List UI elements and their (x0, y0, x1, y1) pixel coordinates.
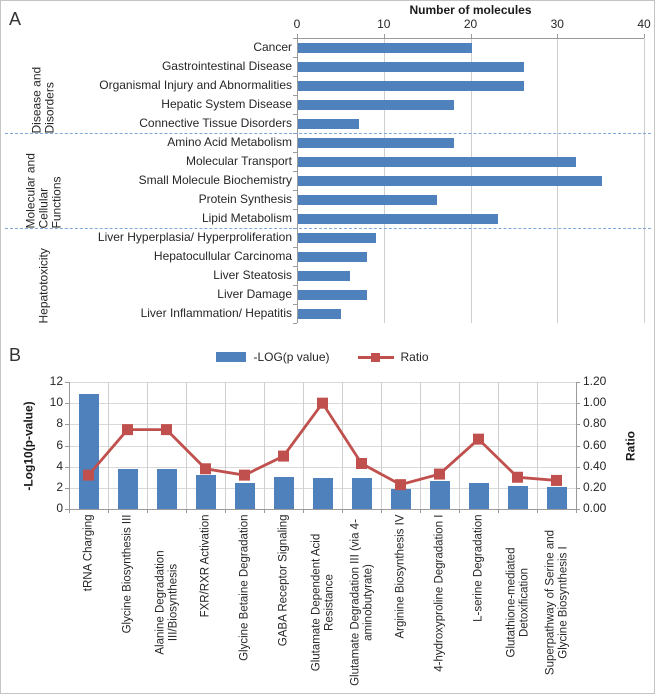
panel-a-chart (1, 1, 655, 341)
x-axis-line (297, 38, 644, 39)
bar (298, 157, 576, 167)
bar (298, 195, 437, 205)
x-category-label-text: Superpathway of Serine and Glycine Biosynthesis I (543, 529, 569, 675)
ratio-line-layer (69, 376, 576, 515)
bar (298, 100, 454, 110)
ratio-marker (161, 424, 172, 435)
category-label: Hepatic System Disease (161, 97, 292, 111)
legend-ratio-label: Ratio (400, 350, 429, 364)
bar (298, 62, 524, 72)
x-gridline (644, 38, 645, 323)
category-tick-mark (293, 209, 297, 210)
category-tick-mark (293, 323, 297, 324)
category-tick-mark (293, 304, 297, 305)
x-category-label-text: tRNA Charging (82, 514, 94, 591)
x-tick-label: 40 (637, 17, 651, 31)
category-tick-mark (293, 57, 297, 58)
ratio-marker (122, 424, 133, 435)
bar (298, 214, 498, 224)
ratio-marker (83, 470, 94, 481)
right-tick-mark (576, 382, 580, 383)
category-tick-mark (293, 247, 297, 248)
category-label: Protein Synthesis (198, 192, 292, 206)
category-label: Cancer (253, 40, 292, 54)
bar (298, 290, 367, 300)
left-tick-label: 4 (56, 458, 63, 473)
legend-logp-label: -LOG(p value) (253, 350, 330, 364)
category-label: Small Molecule Biochemistry (138, 173, 292, 187)
panel-a-letter: A (9, 9, 22, 29)
bar (298, 271, 350, 281)
x-category-label-text: Glycine Betaine Degradation (238, 514, 250, 661)
ratio-marker (473, 434, 484, 445)
x-category-label (420, 514, 459, 690)
category-tick-mark (293, 171, 297, 172)
right-tick-mark (576, 403, 580, 404)
category-tick-mark (293, 152, 297, 153)
group-label (22, 228, 64, 323)
right-tick-label: 1.00 (583, 395, 607, 410)
panel-b-right-axis-title: Ratio (623, 430, 638, 461)
x-tick-label: 10 (377, 17, 391, 31)
ratio-line (89, 403, 557, 484)
group-label-text: Hepatotoxicity (35, 247, 50, 323)
x-category-label (381, 514, 420, 690)
x-category-label-text: 4-hydroxyproline Degradation I (433, 514, 445, 672)
x-category-label (342, 514, 381, 690)
group-separator-line (5, 133, 651, 134)
category-label: Organismal Injury and Abnormalities (99, 78, 292, 92)
x-category-label-text: Alanine Degradation III/Biosynthesis (153, 549, 179, 655)
group-label (22, 133, 64, 228)
left-tick-label: 2 (56, 479, 63, 494)
ratio-marker (200, 463, 211, 474)
x-category-label (147, 514, 186, 690)
bar (298, 309, 341, 319)
right-tick-label: 1.20 (583, 374, 607, 388)
category-tick-mark (293, 285, 297, 286)
x-tick-mark (576, 509, 577, 513)
ratio-marker (512, 472, 523, 483)
x-category-label-text: L-serine Degradation (472, 514, 484, 622)
left-tick-label: 6 (56, 437, 63, 452)
category-label: Liver Steatosis (213, 268, 292, 282)
panel-b-chart (1, 341, 655, 694)
group-label (22, 38, 64, 133)
x-category-label-text: Glutamate Degradation III (via 4-aminobutyrate) (348, 518, 374, 686)
bar (298, 252, 367, 262)
ratio-marker (317, 398, 328, 409)
category-tick-mark (293, 38, 297, 39)
right-tick-mark (576, 488, 580, 489)
group-label-text: Molecular and Cellular Functions (22, 152, 63, 228)
x-category-label-text: Glutamate Dependent Acid Resistance (309, 533, 335, 671)
x-category-label-text: Glycine Biosynthesis III (121, 514, 133, 633)
ratio-marker (395, 479, 406, 490)
x-category-label-text: GABA Receptor Signaling (277, 514, 289, 646)
x-category-label (69, 514, 108, 690)
x-category-label (186, 514, 225, 690)
category-tick-mark (293, 190, 297, 191)
bar (298, 138, 454, 148)
right-tick-label: 0.40 (583, 458, 607, 473)
x-category-label (498, 514, 537, 690)
x-tick-mark (644, 34, 645, 38)
right-tick-label: 0.20 (583, 479, 607, 494)
x-category-label-text: Glutathione-mediated Detoxification (504, 547, 530, 657)
x-tick-label: 0 (293, 17, 301, 31)
category-tick-mark (293, 114, 297, 115)
x-category-label (459, 514, 498, 690)
x-category-label-text: FXR/RXR Activation (199, 514, 211, 617)
left-tick-label: 0 (56, 501, 63, 515)
right-tick-mark (576, 446, 580, 447)
category-tick-mark (293, 266, 297, 267)
x-category-label (264, 514, 303, 690)
category-label: Connective Tissue Disorders (139, 116, 292, 130)
panel-b-left-axis-title: -Log10(p-value) (21, 400, 35, 491)
right-tick-mark (576, 424, 580, 425)
group-label-text: Disease and Disorders (29, 66, 56, 133)
x-category-label (225, 514, 264, 690)
ratio-marker (356, 458, 367, 469)
category-label: Liver Hyperplasia/ Hyperproliferation (97, 230, 292, 244)
category-label: Liver Inflammation/ Hepatitis (140, 306, 292, 320)
category-label: Hepatocullular Carcinoma (153, 249, 292, 263)
left-tick-label: 12 (49, 374, 63, 388)
right-tick-label: 0.80 (583, 416, 607, 431)
bar (298, 81, 524, 91)
category-label: Molecular Transport (185, 154, 292, 168)
category-label: Liver Damage (217, 287, 292, 301)
right-tick-label: 0.60 (583, 437, 607, 452)
x-category-label (303, 514, 342, 690)
category-label: Lipid Metabolism (201, 211, 292, 225)
category-tick-mark (293, 76, 297, 77)
x-tick-label: 30 (550, 17, 564, 31)
bar (298, 43, 472, 53)
right-tick-label: 0.00 (583, 501, 607, 515)
ratio-marker (278, 451, 289, 462)
right-tick-mark (576, 467, 580, 468)
category-label: Amino Acid Metabolism (167, 135, 292, 149)
category-label: Gastrointestinal Disease (161, 59, 292, 73)
x-category-label (108, 514, 147, 690)
x-category-label-text: Arginine Biosynthesis IV (394, 514, 406, 639)
x-tick-label: 20 (463, 17, 478, 31)
ratio-marker (239, 470, 250, 481)
ratio-marker (551, 475, 562, 486)
bar (298, 233, 376, 243)
bar (298, 119, 359, 129)
group-separator-line (5, 228, 651, 229)
x-category-label (537, 514, 576, 690)
category-tick-mark (293, 95, 297, 96)
panel-b-letter: B (9, 345, 22, 365)
ratio-marker (434, 469, 445, 480)
left-tick-label: 8 (56, 416, 63, 431)
left-tick-label: 10 (49, 395, 63, 410)
bar (298, 176, 602, 186)
panel-a-title: Number of molecules (409, 3, 532, 17)
